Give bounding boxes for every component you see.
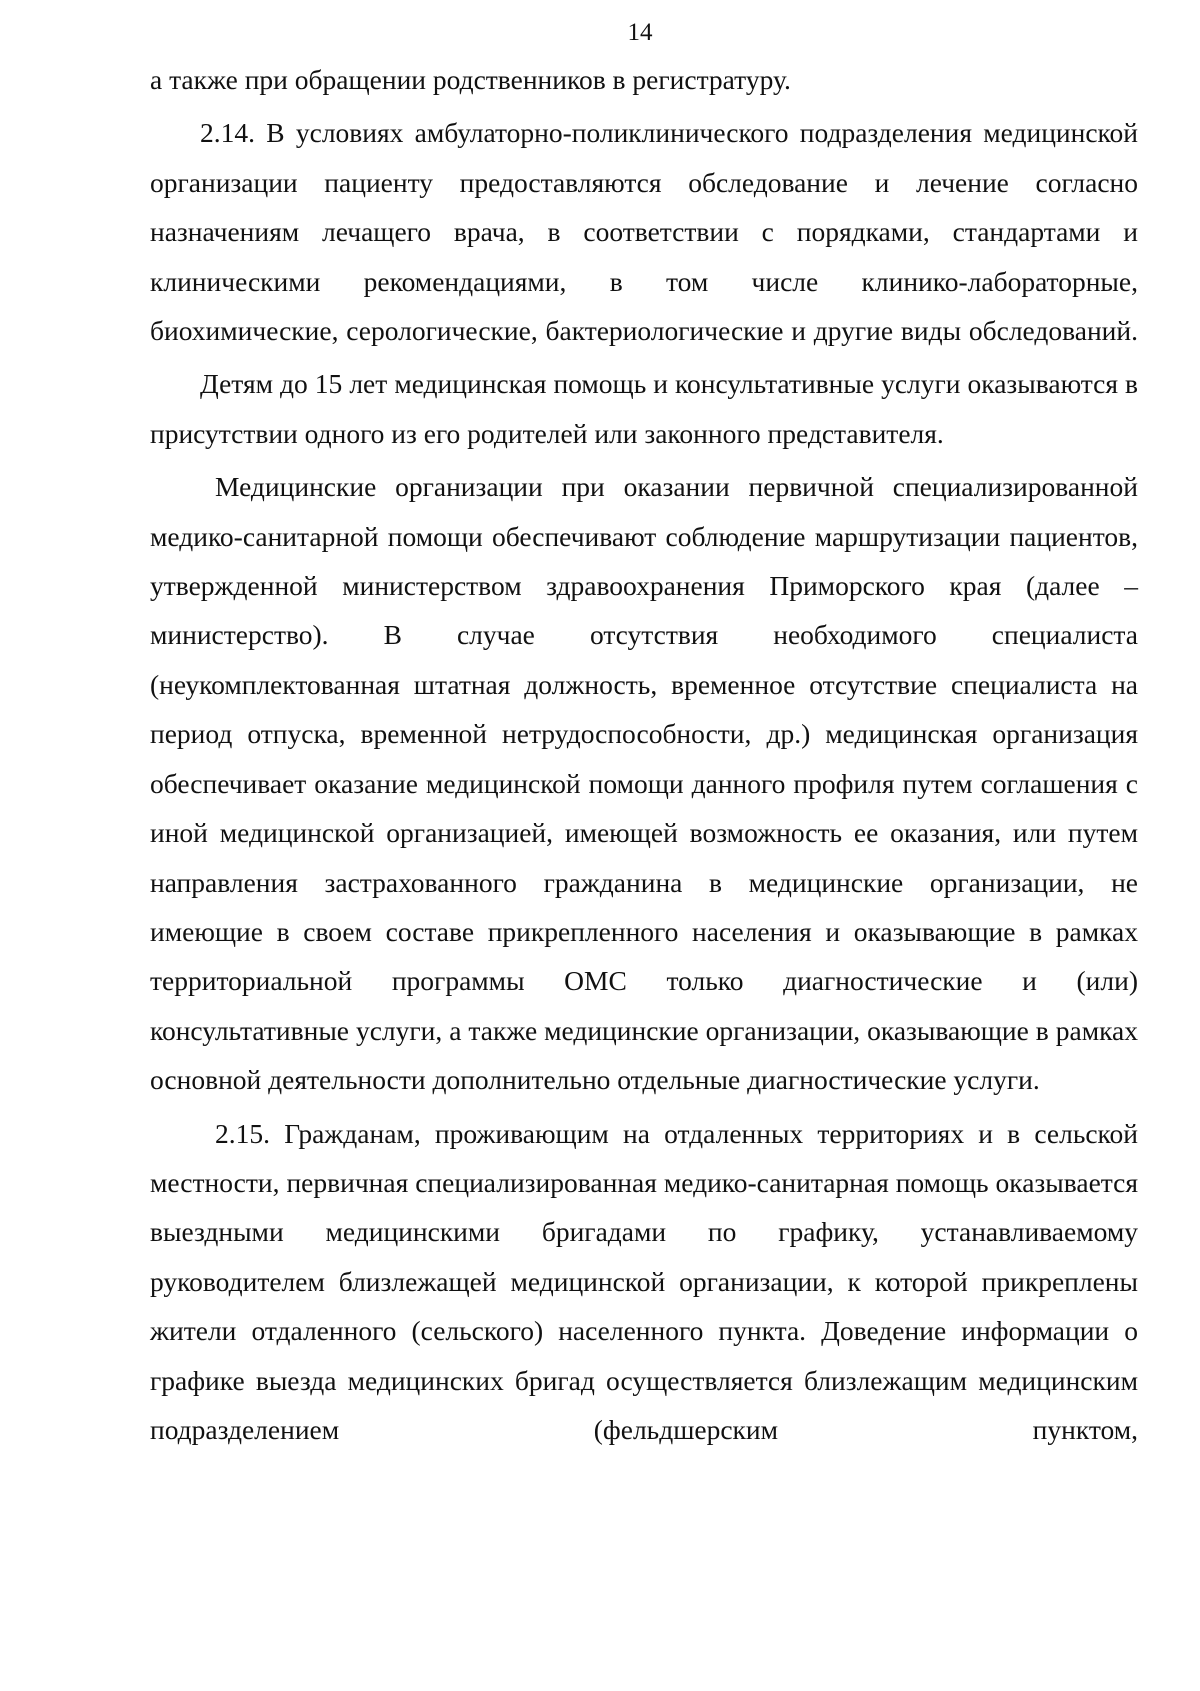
page-number: 14 [627,19,653,46]
paragraph-medical-organizations: Медицинские организации при оказании первичной специализированной медико-санитарной помощи обеспечивают соблюдение маршрутизации пациентов, утвержденной министерством здравоохранения Приморского края (далее – министерство). В случае отсутствия необходимого специалиста (неукомплектованная штатная должность, временное отсутствие специалиста на период отпуска, временной нетрудоспособности, др.) медицинская организация обеспечивает оказание медицинской помощи данного профиля путем соглашения с иной медицинской организацией, имеющей возможность ее оказания, или путем направления застрахованного гражданина в медицинские организации, не имеющие в своем составе прикрепленного населения и оказывающие в рамках территориальной программы ОМС только диагностические и (или) консультативные услуги, а также медицинские организации, оказывающие в рамках основной деятельности дополнительно отдельные диагностические услуги. [150,471,1138,1096]
paragraph-children: Детям до 15 лет медицинская помощь и консультативные услуги оказываются в присутствии одного из его родителей или законного представителя. [150,368,1138,449]
paragraph-2-14-text: 2.14. В условиях амбулаторно-поликлинического подразделения медицинской организации пациенту предоставляются обследование и лечение согласно назначениям лечащего врача, в соответствии с порядками, стандартами и клиническими рекомендациями, в том числе клинико-лабораторные, биохимические, серологические, бактериологические и другие виды обследований. [150,117,1138,347]
paragraph-continuation: а также при обращении родственников в регистратуру. [150,64,791,95]
document-body [150,55,1138,1454]
paragraph-2-15: 2.15. Гражданам, проживающим на отдаленных территориях и в сельской местности, первичная специализированная медико-санитарная помощь оказывается выездными медицинскими бригадами по графику, устанавливаемому руководителем близлежащей медицинской организации, к которой прикреплены жители отдаленного (сельского) населенного пункта. Доведение информации о графике выезда медицинских бригад осуществляется близлежащим медицинским подразделением (фельдшерским пунктом, [150,1117,1138,1445]
paragraph-2-14 [150,108,1138,355]
